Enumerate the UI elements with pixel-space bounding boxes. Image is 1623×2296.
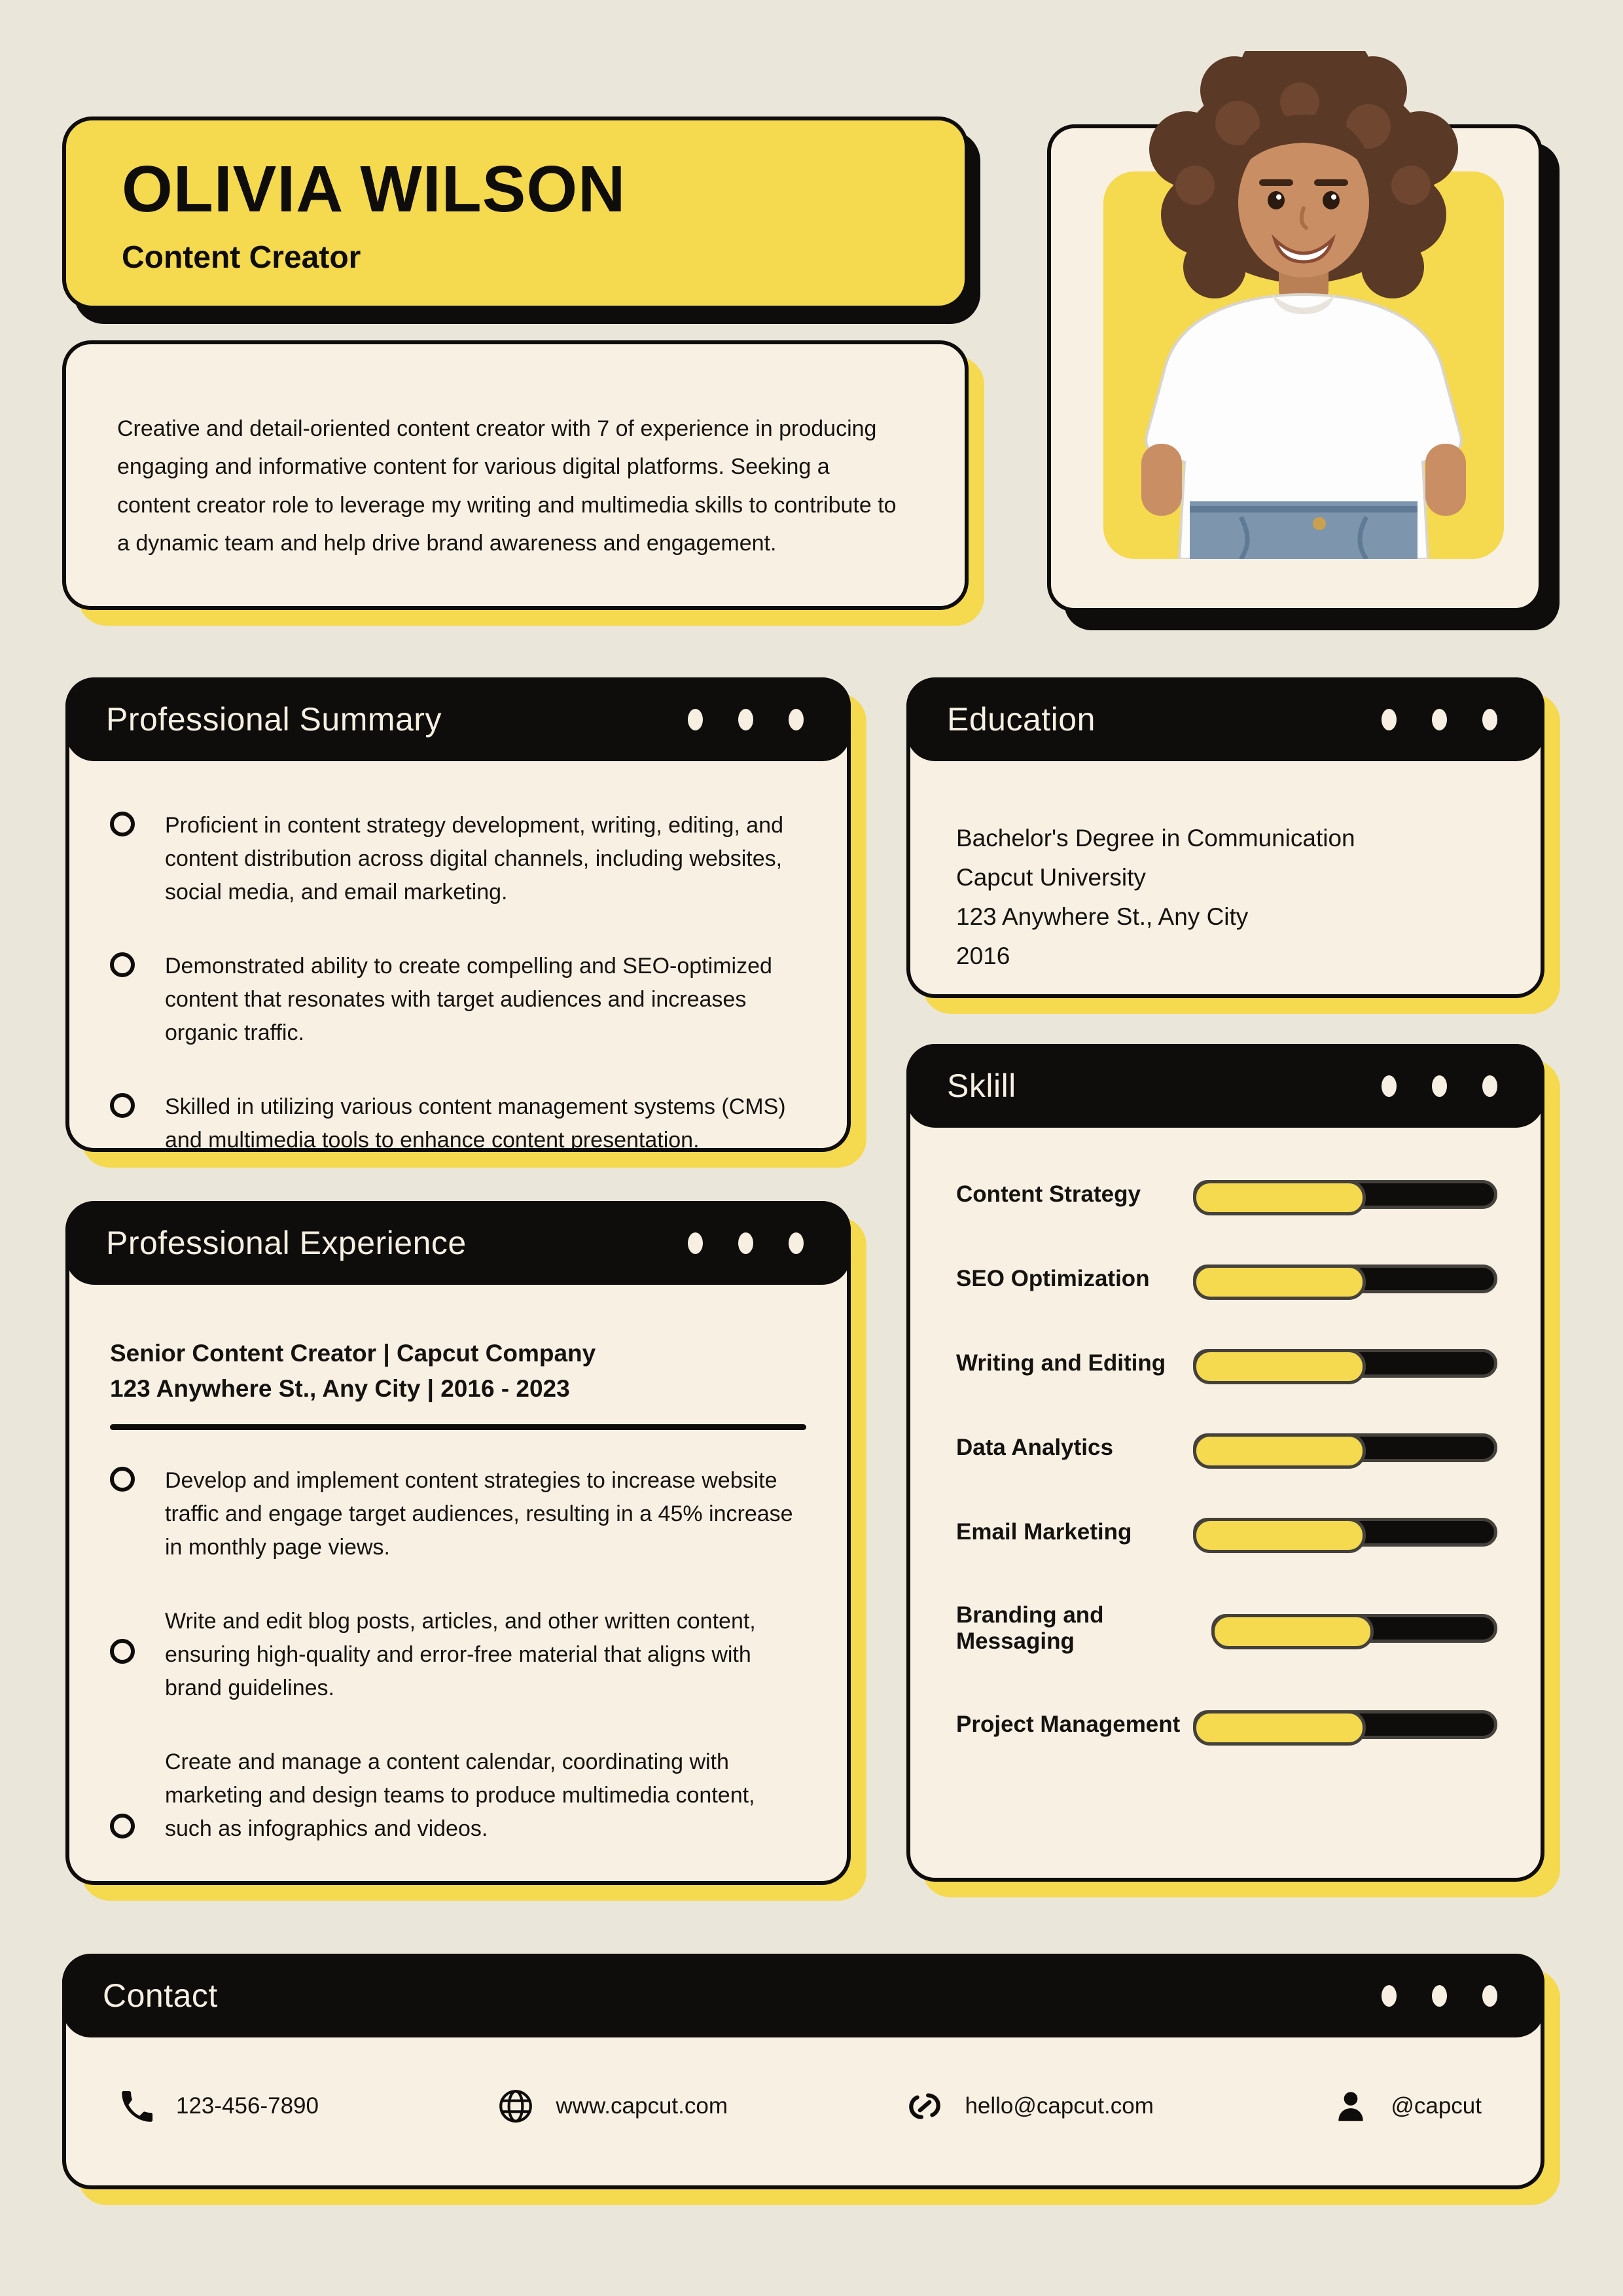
skill-progress-fill: [1193, 1265, 1366, 1300]
skill-label: Email Marketing: [956, 1519, 1132, 1545]
skill-row: [956, 1602, 1497, 1655]
bullet-text: Write and edit blog posts, articles, and other written content, ensuring high-quality and error-free material that aligns with brand guidelines.: [165, 1609, 756, 1701]
list-item: [110, 1605, 808, 1705]
skill-label: SEO Optimization: [956, 1266, 1150, 1291]
list-item: [110, 1090, 801, 1157]
list-item: [110, 1464, 808, 1564]
skill-progress-fill: [1193, 1518, 1366, 1553]
skill-progress-bar: [1193, 1433, 1497, 1462]
globe-icon: [497, 2087, 535, 2125]
skill-progress-bar: [1193, 1265, 1497, 1293]
skill-progress-fill: [1193, 1433, 1366, 1469]
experience-bullet-list: [69, 1430, 847, 1846]
skill-progress-fill: [1193, 1710, 1366, 1746]
intro-text: Creative and detail-oriented content creator with 7 of experience in producing engaging and informative content for various digital platforms. Seeking a content creator role to leverage my writing and multimedia skills to contribute to a dynamic team and help drive brand awareness and engagement.: [117, 416, 897, 556]
list-item: [110, 1746, 808, 1846]
profile-photo: [1103, 51, 1504, 559]
skill-progress-fill: [1193, 1349, 1366, 1384]
bullet-text: Proficient in content strategy development, writing, editing, and content distribution across digital channels, including websites, social media, and email marketing.: [165, 813, 783, 905]
page-title: OLIVIA WILSON: [122, 152, 626, 226]
section-title: Professional Experience: [106, 1225, 467, 1261]
phone-number: 123-456-7890: [176, 2093, 319, 2119]
skill-row: [956, 1349, 1497, 1378]
person-icon: [1332, 2087, 1370, 2125]
bullet-text: Skilled in utilizing various content management systems (CMS) and multimedia tools to enhance content presentation.: [165, 1094, 786, 1153]
section-title: Sklill: [947, 1067, 1016, 1104]
skill-list: [910, 1048, 1541, 1739]
section-title: Professional Summary: [106, 701, 442, 738]
window-dot-icon: [1480, 1982, 1500, 2009]
list-item: [110, 809, 801, 909]
bullet-ring-icon: [110, 1814, 135, 1839]
skill-label: Data Analytics: [956, 1435, 1113, 1460]
skill-progress-bar: [1193, 1349, 1497, 1378]
website-url: www.capcut.com: [556, 2093, 728, 2119]
window-dot-icon: [685, 1230, 705, 1257]
contact-card: [62, 1954, 1544, 2189]
divider: [110, 1424, 806, 1430]
professional-experience-card: [65, 1201, 851, 1885]
contact-item-phone: [117, 2087, 319, 2125]
window-dots: [1379, 1982, 1500, 2009]
skill-progress-bar: [1193, 1518, 1497, 1547]
experience-meta: 123 Anywhere St., Any City | 2016 - 2023: [110, 1374, 570, 1402]
school: Capcut University: [956, 863, 1146, 891]
professional-experience-header: [65, 1201, 851, 1285]
email-address: hello@capcut.com: [965, 2093, 1154, 2119]
skill-label: Writing and Editing: [956, 1350, 1166, 1376]
window-dot-icon: [1429, 1982, 1450, 2009]
education-card: [906, 677, 1544, 998]
experience-role: Senior Content Creator | Capcut Company: [110, 1340, 596, 1367]
window-dot-icon: [1379, 1982, 1399, 2009]
skills-header: [906, 1044, 1544, 1128]
window-dots: [685, 1230, 806, 1257]
section-title: Contact: [103, 1977, 218, 2014]
degree: Bachelor's Degree in Communication: [956, 825, 1355, 852]
window-dot-icon: [786, 706, 806, 733]
window-dot-icon: [736, 706, 756, 733]
contact-item-social: [1332, 2087, 1482, 2125]
skill-progress-bar: [1193, 1710, 1497, 1739]
window-dot-icon: [1429, 706, 1450, 733]
bullet-ring-icon: [110, 1467, 135, 1492]
job-title: Content Creator: [122, 240, 361, 275]
window-dots: [1379, 706, 1500, 733]
window-dot-icon: [1379, 706, 1399, 733]
skill-row: [956, 1265, 1497, 1293]
window-dot-icon: [1480, 706, 1500, 733]
bullet-text: Demonstrated ability to create compelling and SEO-optimized content that resonates with target audiences and increases organic traffic.: [165, 954, 772, 1045]
window-dot-icon: [685, 706, 705, 733]
skill-label: Project Management: [956, 1712, 1181, 1737]
skill-progress-bar: [1211, 1614, 1497, 1643]
skills-card: [906, 1044, 1544, 1882]
bullet-text: Create and manage a content calendar, coordinating with marketing and design teams to produce multimedia content, such as infographics and videos.: [165, 1749, 755, 1842]
skill-label: Branding and Messaging: [956, 1602, 1104, 1654]
bullet-text: Develop and implement content strategies to increase website traffic and engage target audiences, resulting in a 45% increase in monthly page views.: [165, 1468, 793, 1560]
intro-card: [62, 340, 969, 610]
link-icon: [906, 2087, 944, 2125]
professional-summary-card: [65, 677, 851, 1152]
window-dot-icon: [736, 1230, 756, 1257]
contact-item-email: [906, 2087, 1153, 2125]
photo-card: [1047, 124, 1543, 612]
contact-header: [62, 1954, 1544, 2037]
graduation-year: 2016: [956, 942, 1010, 969]
professional-summary-header: [65, 677, 851, 761]
skill-progress-fill: [1193, 1180, 1366, 1215]
section-title: Education: [947, 701, 1096, 738]
skill-row: [956, 1518, 1497, 1547]
skill-label: Content Strategy: [956, 1181, 1141, 1207]
education-header: [906, 677, 1544, 761]
skill-row: [956, 1710, 1497, 1739]
school-address: 123 Anywhere St., Any City: [956, 903, 1249, 930]
bullet-ring-icon: [110, 812, 135, 836]
window-dot-icon: [1480, 1073, 1500, 1100]
bullet-ring-icon: [110, 1093, 135, 1118]
list-item: [110, 950, 801, 1050]
window-dot-icon: [1379, 1073, 1399, 1100]
window-dot-icon: [1429, 1073, 1450, 1100]
skill-progress-bar: [1193, 1180, 1497, 1209]
bullet-ring-icon: [110, 1639, 135, 1664]
window-dot-icon: [786, 1230, 806, 1257]
skill-progress-fill: [1211, 1614, 1373, 1649]
bullet-ring-icon: [110, 952, 135, 977]
window-dots: [1379, 1073, 1500, 1100]
phone-icon: [117, 2087, 155, 2125]
contact-item-website: [497, 2087, 728, 2125]
window-dots: [685, 706, 806, 733]
social-handle: @capcut: [1391, 2093, 1482, 2119]
skill-row: [956, 1180, 1497, 1209]
skill-row: [956, 1433, 1497, 1462]
header-card: [62, 117, 969, 310]
